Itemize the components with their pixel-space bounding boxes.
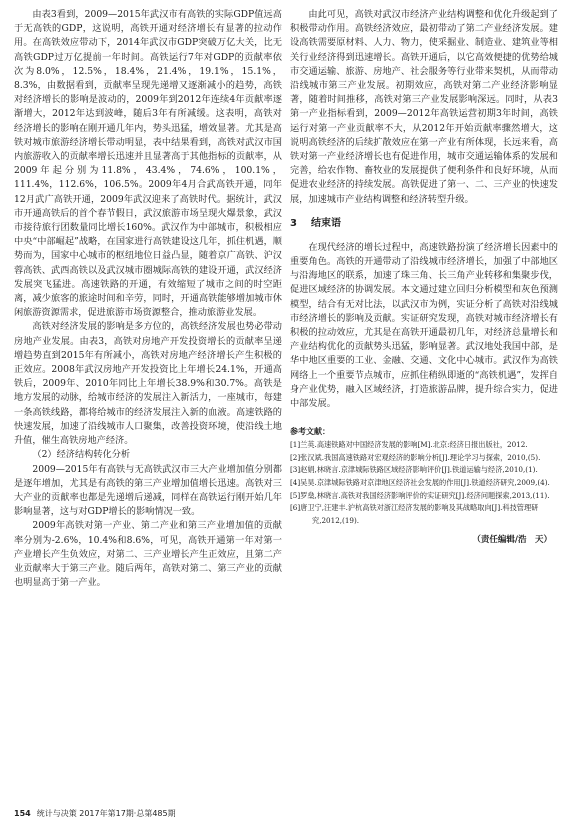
section-title: 结束语 [310, 217, 341, 229]
reference-item: [4]吴昊.京津城际铁路对京津地区经济社会发展的作用[J].铁道经济研究,2009,(4). [290, 478, 550, 488]
body-paragraph: 由此可见，高铁对武汉市经济产业结构调整和优化升级起到了积极带动作用。高铁经济效应，最初带动了第二产业经济发展。建设高铁需要原材料、人力、物力，使采掘业、制造业、建筑业等相关行业经济得到迅速增长。高铁开通后，以它高效便捷的优势给城市交通运输、旅游、房地产、社会服务等行业带来契机，从而带动沿线城市第三产业发展。初期效应，高铁对第二产业经济影响显著，随着时间推移，高铁对第三产业发展影响深远。同时，从表3第一产业指标看到，2009—2012年高铁运营初期3年时间，高铁运行对第一产业贡献率不大，从2012年开始贡献率骤然增大，这说明高铁经济的后续扩散效应在第一产业有所体现，长远来看，高铁对第一产业经济增长也有促进作用，城市交通运输体系的发展和完善，给农作物、畜牧业的发展提供了便利条件和良好环境，从而促进农业经济的持续发展。高铁促进了第一、二、三产业的快速发展，加速城市产业结构调整和经济转型升级。 [290, 9, 558, 205]
references-list [290, 439, 558, 527]
page-number: 154 [14, 809, 31, 818]
reference-item: [5]罗燊,林晓言.高铁对我国经济影响评价的实证研究[J].经济问题探索,2013,(11). [290, 490, 550, 500]
page-footer [14, 808, 176, 819]
reference-item: [6]唐卫宁,汪建丰.沪杭高铁对浙江经济发展的影响及其战略取向[J].科技管理研究,2012,(19). [290, 503, 539, 525]
journal-info: 统计与决策 2017年第17期·总第485期 [36, 809, 176, 818]
section-number: 3 [290, 217, 297, 229]
reference-item: [1]兰英.高速铁路对中国经济发展的影响[M].北京:经济日报出版社，2012. [290, 440, 528, 450]
body-paragraph: 高铁对经济发展的影响是多方位的，高铁经济发展也势必带动房地产业发展。由表3，高铁对房地产开发投资增长的贡献率呈递增趋势直到2015年有所减小，高铁对房地产经济增长产生积极的正效应。2008年武汉房地产开发投资比上年增长24.1%，开通高铁后，2009年、2010年同比上年增长38.9%和30.7%。高铁是地方发展的动脉，给城市经济的发展注入新活力，一座城市，每建一条高铁线路，都将给城市的经济发展注入新的血液。高速铁路的快速发展，加速了沿线城市人口聚集，改善投资环境，使沿线土地升值，催生高铁房地产经济。 [14, 321, 282, 447]
subheading: （2）经济结构转化分析 [32, 449, 131, 461]
reference-item: [3]赵娟,林晓言.京津城际铁路区域经济影响评价[J].铁道运输与经济,2010,(1). [290, 465, 538, 475]
editor-note: （责任编辑/浩 天） [472, 535, 552, 546]
body-paragraph: 2009—2015年有高铁与无高铁武汉市三大产业增加值分别都是逐年增加，尤其是有高铁的第三产业增加值增长迅速。高铁对三大产业的贡献率也都是先递增后递减，同样在高铁运行刚开始几年影响显著，这与对GDP增长的影响情况一致。 [14, 463, 282, 518]
right-column [290, 8, 558, 545]
body-paragraph: 2009年高铁对第一产业、第二产业和第三产业增加值的贡献率分别为-2.6%，10.4%和8.6%，可见，高铁开通第一年对第一产业增长产生负效应，对第二、三产业增长产生正效应，且第二产业贡献率大于第三产业。随后两年，高铁对第二、第三产业的贡献也明显高于第一产业。 [14, 520, 282, 589]
body-paragraph: 在现代经济的增长过程中，高速铁路扮演了经济增长因素中的重要角色。高铁的开通带动了沿线城市经济增长，加强了中部地区与沿海地区的联系，加速了珠三角、长三角产业转移和集聚步伐，促进区域经济的协调发展。本文通过建立回归分析模型和灰色预测模型，结合有无对比法，以武汉市为例，实证分析了高铁对沿线城市经济增长的影响及贡献。实证研究发现，高铁对城市经济增长有积极的拉动效应，尤其是在高铁开通最初几年，对经济总量增长和产业结构优化的贡献势头迅猛，影响显著。武汉地处我国中部，是华中地区重要的工业、金融、交通、文化中心城市。武汉作为高铁网络上一个重要节点城市，应抓住稍纵即逝的“高铁机遇”，发挥自身产业优势，融入区域经济，打造旅游品牌，提升综合实力，促进中部发展。 [290, 241, 558, 410]
references-title: 参考文献： [290, 427, 330, 437]
reference-item: [2]张汉斌.我国高速铁路对宏观经济的影响分析[J].理论学习与探索，2010,(5). [290, 452, 541, 462]
left-column [14, 8, 282, 590]
body-paragraph: 由表3看到，2009—2015年武汉市有高铁的实际GDP值远高于无高铁的GDP，这说明，高铁开通对经济增长有显著的拉动作用。在高铁效应带动下，2014年武汉市GDP突破万亿大关，比无高铁GDP过万亿提前一年时间。高铁运行7年对GDP的贡献率依次为8.0%，12.5%，18.4%，21.4%，19.1%，15.1%，8.3%，由数据看到，贡献率呈现先递增又逐渐减小的趋势，高铁对经济增长的影响是波动的，2009年到2012年连续4年贡献率逐渐增大，2012年达到波峰，随后3年有所减缓。这表明，高铁对经济增长的影响在刚开通几年内，势头迅猛，增效显著。尤其是高铁对城市旅游经济增长带动明显，表中结果看到，高铁对武汉市国内旅游收入的贡献率增长迅速并且显著高于其他指标的贡献率，从2009年起分别为11.8%，43.4%，74.6%，100.1%，111.4%，112.6%，106.5%。2009年4月合武高铁开通，同年12月武广高铁开通，2009年武汉迎来了高铁时代。据统计，武汉市开通高铁后的首个春节假日，武汉旅游市场呈现火爆景象，武汉市接待旅行团数量同比增长160%。武汉作为中部城市，积极相应中央“中部崛起”战略，在国家进行高铁建设这几年，抓住机遇，顺势而为，国家中心城市的枢纽地位日益凸显，随着京广高铁、沪汉蓉高铁、武西高铁以及武汉城市圈城际高铁的建设开通，武汉经济发展突飞猛进。高速铁路的开通，有效缩短了城市之间的时空距离，减少旅客的旅途时间和辛劳，同时，开通高铁能够增加城市休闲旅游资源需求，促进旅游市场资源整合，推动旅游业发展。 [14, 9, 282, 319]
section-heading [290, 217, 558, 231]
